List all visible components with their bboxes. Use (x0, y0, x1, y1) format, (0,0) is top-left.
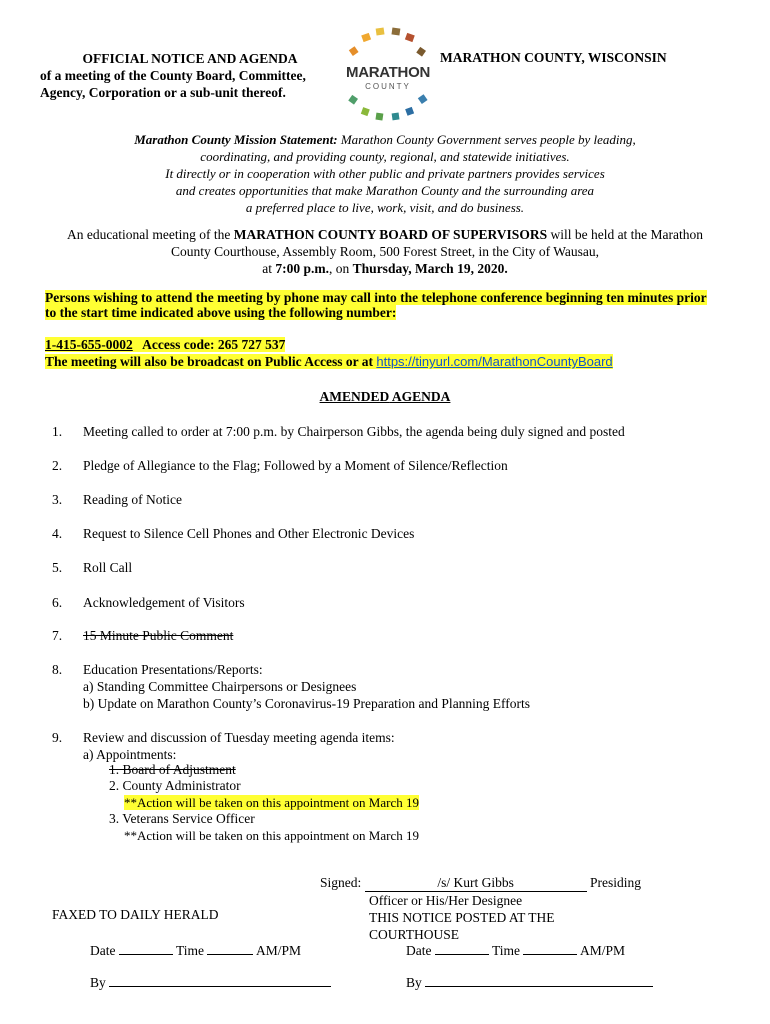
logo-wordmark: MARATHON (346, 64, 430, 81)
fax-time-label: Time (172, 943, 208, 958)
posted-label-1: THIS NOTICE POSTED AT THE (369, 910, 555, 925)
notice-title-line3: Agency, Corporation or a sub-unit thereof. (40, 85, 286, 100)
agenda-item-text: Education Presentations/Reports: (83, 662, 263, 677)
mission-line4: and creates opportunities that make Marathon County and the surrounding area (175, 183, 595, 198)
appointment-note-text: **Action will be taken on this appointment on March 19 (124, 795, 419, 810)
marathon-county-logo (338, 24, 438, 124)
agenda-item-text: Roll Call (83, 560, 133, 575)
intro-location: County Courthouse, Assembly Room, 500 Forest Street, in the City of Wausau, (170, 244, 600, 259)
agenda-item-text: Acknowledgement of Visitors (83, 595, 245, 610)
agenda-item-number: 3. (52, 492, 63, 507)
agenda-item-text: Reading of Notice (83, 492, 182, 507)
presiding-label: Presiding (586, 875, 642, 890)
logo-subtext: COUNTY (365, 82, 411, 91)
agenda-item-number: 6. (52, 595, 63, 610)
intro-on: , on (329, 261, 353, 276)
agenda-title (0, 389, 770, 405)
agenda-subitem: a) Standing Committee Chairpersons or Designees (83, 679, 357, 694)
phone-details (45, 336, 735, 370)
signature-value: /s/ Kurt Gibbs (365, 874, 587, 892)
access-code: Access code: 265 727 537 (132, 337, 286, 352)
agenda-item-number: 4. (52, 526, 63, 541)
intro-part2: will be held at the Marathon (547, 227, 704, 242)
agenda-title-rest: AGENDA (389, 389, 451, 404)
agenda-title-amended: AMENDED (319, 389, 390, 404)
mission-line3: It directly or in cooperation with other public and private partners provides services (165, 166, 605, 181)
phone-line1: Persons wishing to attend the meeting by phone may call into the telephone conference beginning ten minutes prior (45, 290, 707, 305)
appointment-label: 1. Board of Adjustment (109, 762, 236, 777)
post-date-blank[interactable] (435, 941, 489, 955)
appointment-item: 2. County Administrator (109, 778, 241, 793)
appointment-note: **Action will be taken on this appointment on March 19 (124, 828, 419, 843)
fax-time-blank[interactable] (207, 941, 253, 955)
phone-number[interactable]: 1-415-655-0002 (45, 337, 133, 352)
agenda-subitem: a) Appointments: (83, 747, 177, 762)
agenda-item-text: Review and discussion of Tuesday meeting agenda items: (83, 730, 395, 745)
meeting-date: Thursday, March 19, 2020. (352, 261, 508, 276)
post-ampm-label: AM/PM (577, 943, 626, 958)
designee-label: Officer or His/Her Designee (369, 893, 523, 908)
signed-label: Signed: (320, 875, 365, 890)
agenda-item-text: Pledge of Allegiance to the Flag; Followed by a Moment of Silence/Reflection (83, 458, 508, 473)
post-by (406, 973, 653, 991)
posted-label-2: COURTHOUSE (369, 927, 459, 942)
fax-date-label: Date (90, 943, 119, 958)
post-by-label: By (406, 975, 426, 990)
post-date-time (406, 941, 625, 959)
agenda-item-number: 8. (52, 662, 63, 677)
notice-title (40, 50, 340, 101)
broadcast-link[interactable]: https://tinyurl.com/MarathonCountyBoard (376, 354, 613, 369)
mission-line2: coordinating, and providing county, regional, and statewide initiatives. (200, 149, 570, 164)
broadcast-text: The meeting will also be broadcast on Public Access or at (45, 354, 377, 369)
mission-statement (60, 131, 710, 216)
phone-instructions (45, 290, 735, 320)
agenda-item-number: 7. (52, 628, 63, 643)
post-by-blank[interactable] (425, 973, 653, 987)
appointment-item-struck (109, 762, 236, 778)
mission-line1: Marathon County Government serves people by leading, (337, 132, 636, 147)
fax-by-blank[interactable] (109, 973, 331, 987)
agenda-subitem: b) Update on Marathon County’s Coronavirus-19 Preparation and Planning Efforts (83, 696, 531, 711)
notice-title-line1: OFFICIAL NOTICE AND AGENDA (82, 51, 298, 66)
agenda-item-text-struck: 15 Minute Public Comment (83, 628, 234, 643)
meeting-announcement (45, 226, 725, 277)
notice-title-line2: of a meeting of the County Board, Committee, (40, 68, 306, 83)
mission-line5: a preferred place to live, work, visit, and do business. (245, 200, 525, 215)
post-date-label: Date (406, 943, 435, 958)
board-name: MARATHON COUNTY BOARD OF SUPERVISORS (233, 227, 548, 242)
agenda-item-text: Request to Silence Cell Phones and Other Electronic Devices (83, 526, 415, 541)
faxed-label: FAXED TO DAILY HERALD (52, 907, 219, 922)
appointment-note (124, 795, 419, 811)
post-time-label: Time (488, 943, 524, 958)
signature-block (320, 874, 641, 943)
phone-line2: to the start time indicated above using the following number: (45, 305, 397, 320)
fax-by (90, 973, 331, 991)
fax-date-time (90, 941, 301, 959)
appointment-item: 3. Veterans Service Officer (109, 811, 255, 826)
agenda-item-text: Meeting called to order at 7:00 p.m. by Chairperson Gibbs, the agenda being duly signed and posted (83, 424, 625, 439)
agenda-item-number: 5. (52, 560, 63, 575)
agenda-item-number: 2. (52, 458, 63, 473)
agenda-item-number: 1. (52, 424, 63, 439)
fax-by-label: By (90, 975, 110, 990)
county-state-heading: MARATHON COUNTY, WISCONSIN (440, 50, 667, 65)
fax-date-blank[interactable] (119, 941, 173, 955)
agenda-item-number: 9. (52, 730, 63, 745)
fax-ampm-label: AM/PM (253, 943, 302, 958)
mission-label: Marathon County Mission Statement: (134, 132, 338, 147)
post-time-blank[interactable] (523, 941, 577, 955)
intro-at: at (262, 261, 276, 276)
meeting-time: 7:00 p.m. (275, 261, 330, 276)
intro-part1: An educational meeting of the (66, 227, 234, 242)
